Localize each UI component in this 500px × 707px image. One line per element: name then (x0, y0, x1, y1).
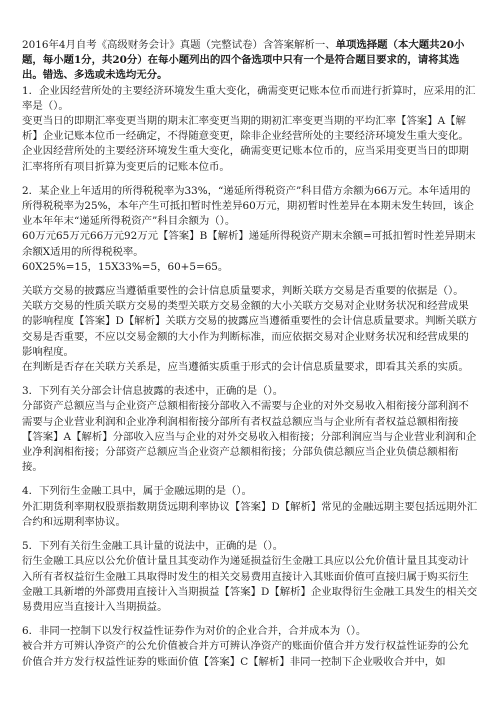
question-5 (22, 539, 478, 615)
question-stem: 2．某企业上年适用的所得税税率为33%，“递延所得税资产”科目借方余额为66万元。本年适用的所得税税率为25%，本年产生可抵扣暂时性差异60万元，期初暂时性差异在本期未发生转回，该企业本年年末“递延所得税资产”科目余额为（）。 (22, 184, 474, 228)
question-3 (22, 384, 478, 475)
question-answer-explanation: 外汇期货利率期权股票指数期货远期利率协议【答案】D【解析】常见的金融远期主要包括远期外汇合约和远期利率协议。 (22, 500, 478, 528)
question-answer-explanation: 衍生金融工具应以公允价值计量且其变动作为递延损益衍生金融工具应以公允价值计量且其变动计入所有者权益衍生金融工具取得时发生的相关交易费用直接计入其账面价值可直接归属于购买衍生金融工具新增的外部费用直接计入当期损益【答案】D【解析】企业取得衍生金融工具发生的相关交易费用应当直接计入当期损益。 (22, 555, 478, 613)
intro-prefix: 2016年4月自考《高级财务会计》真题（完整试卷）含答案解析一、 (22, 39, 336, 51)
question-6 (22, 624, 478, 670)
question-2 (22, 184, 478, 275)
question-stem: 6．非同一控制下以发行权益性证券作为对价的企业合并，合并成本为（）。 (22, 625, 367, 638)
question-note: 在判断是否存在关联方关系是，应当遵循实质重于形式的会计信息质量要求，即看其关系的实质。 (22, 361, 469, 374)
question-1 (22, 84, 478, 175)
question-stem: 1．企业因经营所处的主要经济环境发生重大变化，确需变更记账本位币而进行折算时，应采用的汇率是（）。 (22, 84, 476, 112)
question-stem: 关联方交易的披露应当遵循重要性的会计信息质量要求，判断关联方交易是否重要的依据是（）。 (22, 285, 464, 298)
question-answer-explanation: 分部资产总额应当与企业资产总额相衔接分部收入不需要与企业的对外交易收入相衔接分部利润不需要与企业营业利润和企业净利润相衔接分部所有者权益总额应当与企业所有者权益总额相衔接【答案】A【解析】分部收入应当与企业的对外交易收入相衔接；分部利润应当与企业营业利润和企业净利润相衔接；分部资产总额应当企业资产总额相衔接；分部负债总额应当企业负债总额相衔接。 (22, 400, 477, 474)
question-answer-explanation: 60万元65万元66万元92万元【答案】B【解析】递延所得税资产期末余额=可抵扣暂时性差异期末余额X适用的所得税税率。 (22, 230, 476, 258)
document-intro (22, 38, 478, 84)
question-4 (22, 484, 478, 530)
intro-section-heading: 单项选择题（本大题共20小题，每小题1分，共20分）在每小题列出的四个备选项中只有一个是符合题目要求的，请将其选出。错选、多选或未选均无分。 (22, 39, 465, 82)
question-related-party (22, 284, 478, 375)
question-stem: 5．下列有关衍生金融工具计量的说法中，正确的是（）。 (22, 540, 284, 553)
question-calculation: 60X25%=15，15X33%=5，60+5=65。 (22, 260, 229, 273)
question-stem: 4．下列衍生金融工具中，属于金融远期的是（）。 (22, 485, 253, 498)
question-answer-explanation: 变更当日的即期汇率变更当期的期末汇率变更当期的期初汇率变更当期的平均汇率【答案】A【解析】企业记账本位币一经确定，不得随意变更，除非企业经营所处的主要经济环境发生重大变化。企业因经营所处的主要经济环境发生重大变化，确需变更记账本位币的，应当采用变更当日的即期汇率将所有项目折算为变更后的记账本位币。 (22, 115, 469, 173)
question-answer-explanation: 被合并方可辨认净资产的公允价值被合并方可辨认净资产的账面价值合并方发行权益性证券的公允价值合并方发行权益性证券的账面价值【答案】C【解析】非同一控制下企业吸收合并中，如 (22, 640, 469, 668)
question-stem: 3．下列有关分部会计信息披露的表述中，正确的是（）。 (22, 385, 284, 398)
question-answer-explanation: 关联方交易的性质关联方交易的类型关联方交易金额的大小关联方交易对企业财务状况和经营成果的影响程度【答案】D【解析】关联方交易的披露应当遵循重要性的会计信息质量要求。判断关联方交易是否重要，不应以交易金额的大小作为判断标准，而应依据交易对企业财务状况和经营成果的影响程度。 (22, 300, 478, 358)
